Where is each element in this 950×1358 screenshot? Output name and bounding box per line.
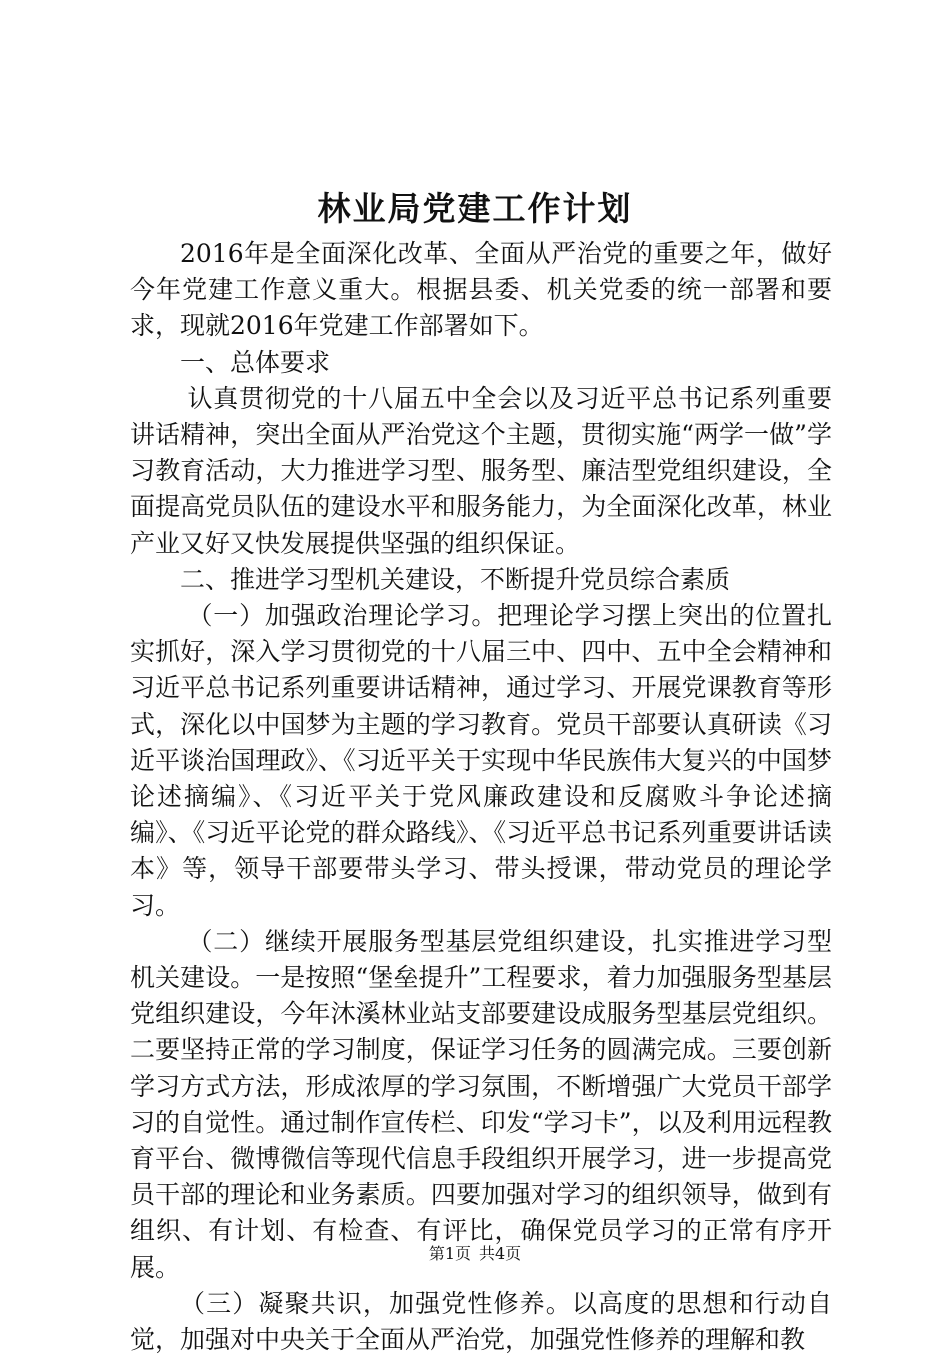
paragraph-intro: 2016年是全面深化改革、全面从严治党的重要之年，做好今年党建工作意义重大。根据县委、机关党委的统一部署和要求，现就2016年党建工作部署如下。 — [130, 239, 832, 341]
section-heading-2: 二、推进学习型机关建设，不断提升党员综合素质 — [180, 564, 731, 594]
page-total: 共4页 — [479, 1244, 522, 1263]
document-body — [130, 236, 832, 1358]
section-heading-1: 一、总体要求 — [180, 347, 331, 377]
page-footer — [0, 1243, 950, 1265]
paragraph-general-requirements: 认真贯彻党的十八届五中全会以及习近平总书记系列重要讲话精神，突出全面从严治党这个主题，贯彻实施“两学一做”学习教育活动，大力推进学习型、服务型、廉洁型党组织建设，全面提高党员队伍的建设水平和服务能力，为全面深化改革，林业产业又好又快发展提供坚强的组织保证。 — [130, 383, 832, 558]
paragraph-item-1: （一）加强政治理论学习。把理论学习摆上突出的位置扎实抓好，深入学习贯彻党的十八届三中、四中、五中全会精神和习近平总书记系列重要讲话精神，通过学习、开展党课教育等形式，深化以中国梦为主题的学习教育。党员干部要认真研读《习近平谈治国理政》、《习近平关于实现中华民族伟大复兴的中国梦论述摘编》、《习近平关于党风廉政建设和反腐败斗争论述摘编》、《习近平论党的群众路线》、《习近平总书记系列重要讲话读本》等，领导干部要带头学习、带头授课，带动党员的理论学习。 — [130, 601, 832, 920]
page-number: 第1页 — [428, 1244, 471, 1263]
paragraph-item-3: （三）凝聚共识，加强党性修养。以高度的思想和行动自觉，加强对中央关于全面从严治党，加强党性修养的理解和教 — [130, 1288, 832, 1355]
paragraph-item-2: （二）继续开展服务型基层党组织建设，扎实推进学习型机关建设。一是按照“堡垒提升”工程要求，着力加强服务型基层党组织建设，今年沐溪林业站支部要建设成服务型基层党组织。二要坚持正常的学习制度，保证学习任务的圆满完成。三要创新学习方式方法，形成浓厚的学习氛围，不断增强广大党员干部学习的自觉性。通过制作宣传栏、印发“学习卡”，以及利用远程教育平台、微博微信等现代信息手段组织开展学习，进一步提高党员干部的理论和业务素质。四要加强对学习的组织领导，做到有组织、有计划、有检查、有评比，确保党员学习的正常有序开展。 — [130, 926, 832, 1282]
document-title: 林业局党建工作计划 — [317, 189, 633, 228]
